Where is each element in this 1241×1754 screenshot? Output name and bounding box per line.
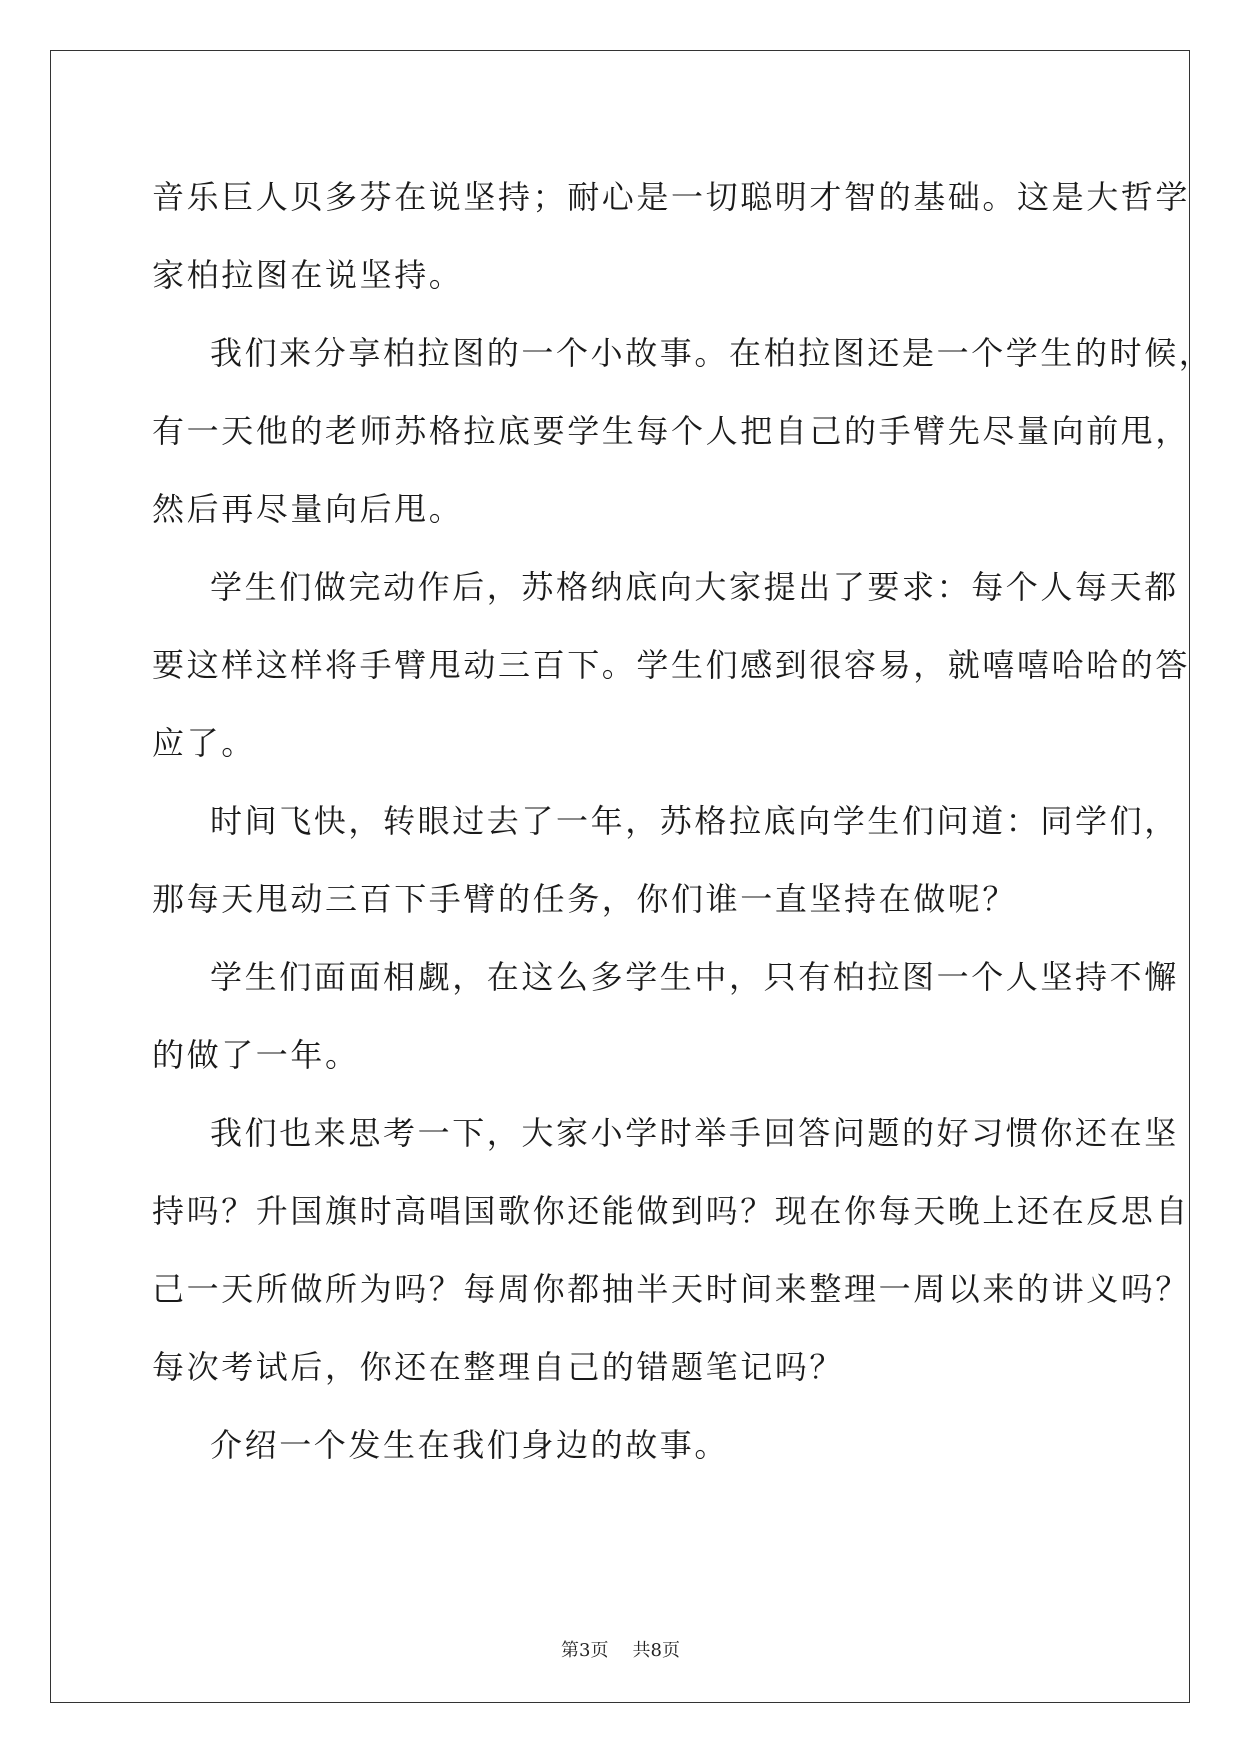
text-line: 然后再尽量向后甩。	[152, 490, 464, 528]
paragraph	[152, 1406, 1092, 1484]
text-line: 音乐巨人贝多芬在说坚持；耐心是一切聪明才智的基础。这是大哲学	[152, 178, 1191, 216]
text-line: 我们来分享柏拉图的一个小故事。在柏拉图还是一个学生的时候，	[210, 334, 1214, 372]
text-line: 己一天所做所为吗？每周你都抽半天时间来整理一周以来的讲义吗？	[152, 1270, 1191, 1308]
text-line: 学生们做完动作后，苏格纳底向大家提出了要求：每个人每天都	[210, 568, 1179, 606]
paragraph	[152, 782, 1179, 938]
text-line: 有一天他的老师苏格拉底要学生每个人把自己的手臂先尽量向前甩，	[152, 412, 1191, 450]
text-line: 家柏拉图在说坚持。	[152, 256, 464, 294]
current-page-number: 第3页	[561, 1640, 609, 1661]
text-line: 要这样这样将手臂甩动三百下。学生们感到很容易，就嘻嘻哈哈的答	[152, 646, 1191, 684]
paragraph	[152, 938, 1179, 1094]
text-line: 持吗？升国旗时高唱国歌你还能做到吗？现在你每天晚上还在反思自	[152, 1192, 1191, 1230]
paragraph	[152, 314, 1214, 548]
page-footer	[0, 1636, 1241, 1662]
text-line: 介绍一个发生在我们身边的故事。	[210, 1426, 730, 1464]
text-line: 那每天甩动三百下手臂的任务，你们谁一直坚持在做呢？	[152, 880, 1018, 918]
total-page-count: 共8页	[632, 1640, 680, 1661]
text-line: 应了。	[152, 724, 256, 762]
text-line: 时间飞快，转眼过去了一年，苏格拉底向学生们问道：同学们，	[210, 802, 1179, 840]
paragraph	[152, 158, 1191, 314]
text-line: 我们也来思考一下，大家小学时举手回答问题的好习惯你还在坚	[210, 1114, 1179, 1152]
paragraph	[152, 548, 1191, 782]
text-line: 学生们面面相觑，在这么多学生中，只有柏拉图一个人坚持不懈	[210, 958, 1179, 996]
text-line: 的做了一年。	[152, 1036, 360, 1074]
text-line: 每次考试后，你还在整理自己的错题笔记吗？	[152, 1348, 845, 1386]
document-body	[152, 158, 1214, 1484]
paragraph	[152, 1094, 1191, 1406]
